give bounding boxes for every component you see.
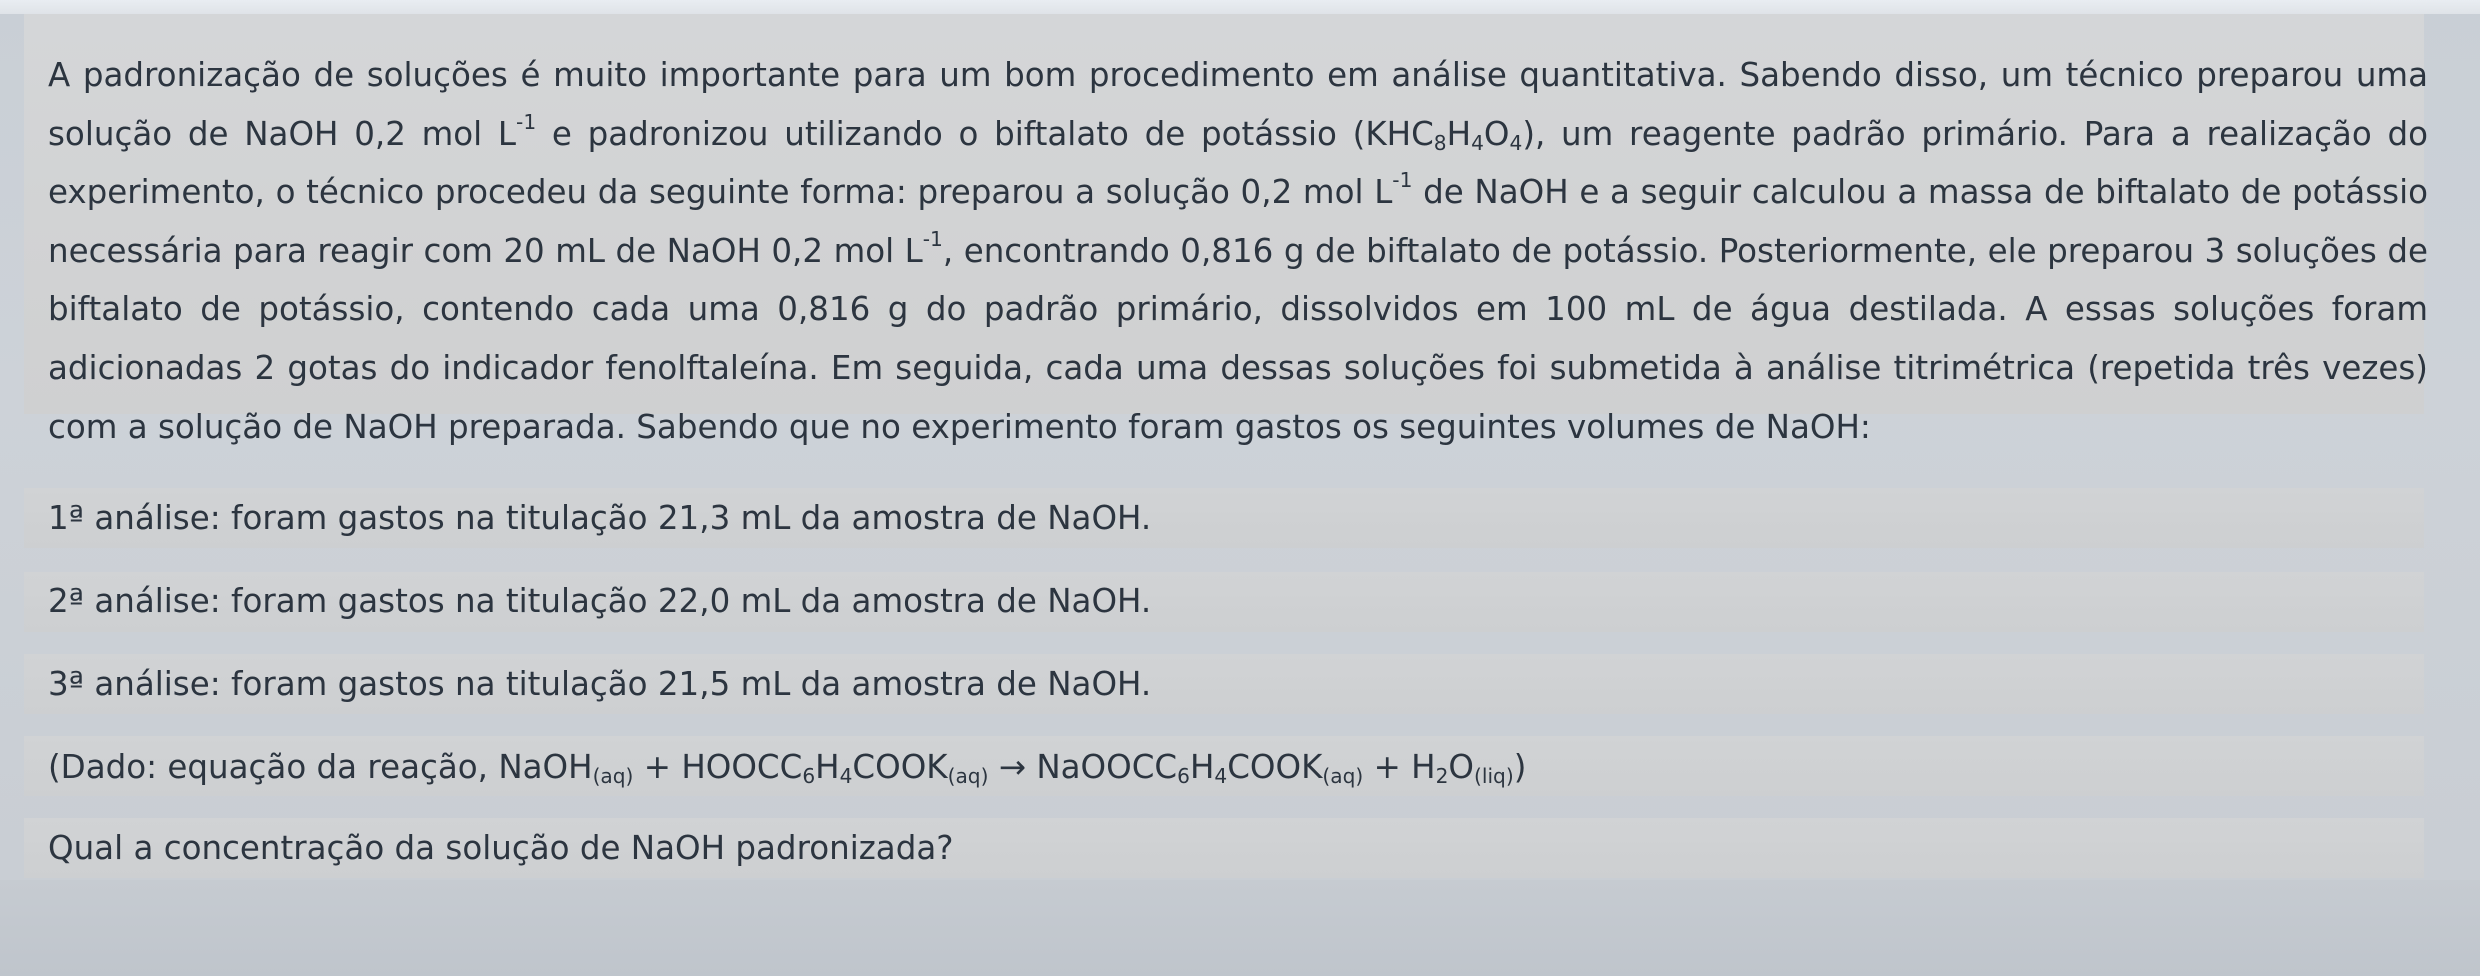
analysis-line-3: 3ª análise: foram gastos na titulação 21,5 mL da amostra de NaOH.: [48, 665, 1152, 703]
question-paragraph: A padronização de soluções é muito importante para um bom procedimento em análise quantitativa. Sabendo disso, um técnico preparou uma solução de NaOH 0,2 mol $L^{-1}$ e padronizou utilizando o biftalato de potássio $(KHC_8H_4O_4)$, um reagente padrão primário. Para a realização do experimento, o técnico procedeu da seguinte forma: preparou a solução 0,2 mol $L^{-1}$ de NaOH e a seguir calculou a massa de biftalato de potássio necessária para reagir com 20 mL de NaOH 0,2 mol $L^{-1}$, encontrando 0,816 g de biftalato de potássio. Posteriormente, ele preparou 3 soluções de biftalato de potássio, contendo cada uma 0,816 g do padrão primário, dissolvidos em 100 mL de água destilada. A essas soluções foram adicionadas 2 gotas do indicador fenolftaleína. Em seguida, cada uma dessas soluções foi submetida à análise titrimétrica (repetida três vezes) com a solução de NaOH preparada. Sabendo que no experimento foram gastos os seguintes volumes de NaOH:: [48, 56, 2428, 446]
analysis-line-2: 2ª análise: foram gastos na titulação 22,0 mL da amostra de NaOH.: [48, 582, 1152, 620]
reaction-equation: (Dado: equação da reação, NaOH$_{(aq)}$ + $HOOCC_6H_4COOK_{(aq)}$ → $NaOOCC_6H_4COOK_{(aq)} + H_2O_{(liq)}$): [48, 748, 1527, 789]
question-prompt: Qual a concentração da solução de NaOH padronizada?: [48, 829, 954, 867]
bottom-area: [0, 880, 2480, 976]
analysis-line-1: 1ª análise: foram gastos na titulação 21,3 mL da amostra de NaOH.: [48, 499, 1152, 537]
top-strip: [0, 0, 2480, 14]
